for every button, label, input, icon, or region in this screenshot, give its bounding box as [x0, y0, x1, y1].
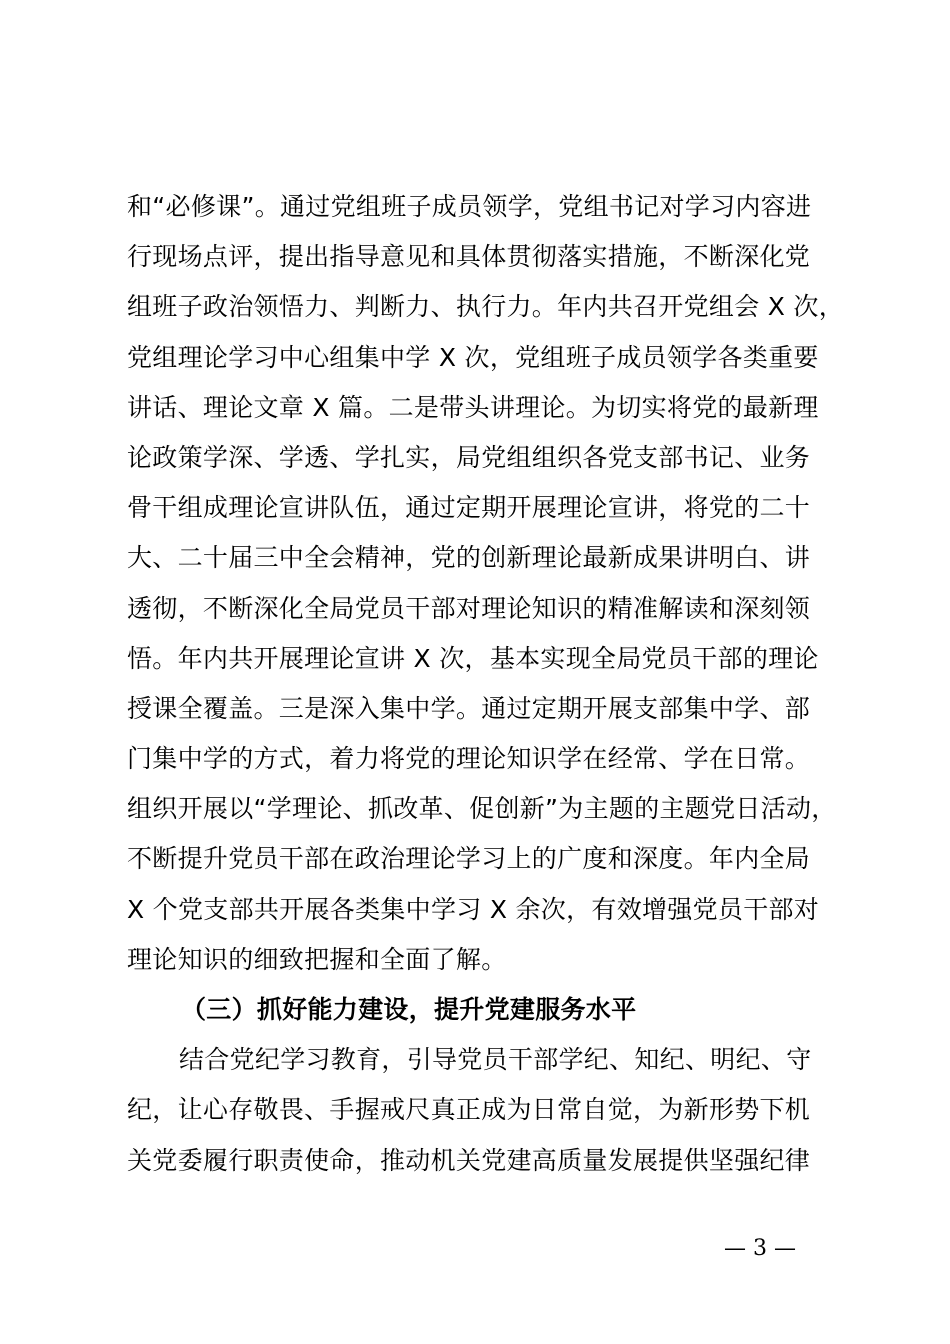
text-line: 授课全覆盖。三是深入集中学。通过定期开展支部集中学、部 — [127, 693, 811, 723]
body-text — [127, 182, 867, 1186]
section-text-line: 关党委履行职责使命，推动机关党建高质量发展提供坚强纪律 — [127, 1145, 811, 1175]
text-line: 大、二十届三中全会精神，党的创新理论最新成果讲明白、讲 — [127, 543, 811, 573]
text-line: 悟。年内共开展理论宣讲 X 次，基本实现全局党员干部的理论 — [127, 643, 819, 673]
text-line: 透彻，不断深化全局党员干部对理论知识的精准解读和深刻领 — [127, 593, 811, 623]
text-line: 理论知识的细致把握和全面了解。 — [127, 944, 507, 974]
text-line: 门集中学的方式，着力将党的理论知识学在经常、学在日常。 — [127, 744, 811, 774]
text-line: 论政策学深、学透、学扎实，局党组组织各党支部书记、业务 — [127, 442, 811, 472]
text-line: 党组理论学习中心组集中学 X 次，党组班子成员领学各类重要 — [127, 342, 819, 372]
text-line: 行现场点评，提出指导意见和具体贯彻落实措施，不断深化党 — [127, 242, 811, 272]
text-line: 不断提升党员干部在政治理论学习上的广度和深度。年内全局 — [127, 844, 811, 874]
text-line: 组织开展以“学理论、抓改革、促创新”为主题的主题党日活动， — [127, 794, 837, 824]
text-line: 讲话、理论文章 X 篇。二是带头讲理论。为切实将党的最新理 — [127, 392, 819, 422]
text-line: 骨干组成理论宣讲队伍，通过定期开展理论宣讲，将党的二十 — [127, 493, 811, 523]
section-heading: （三）抓好能力建设，提升党建服务水平 — [181, 995, 637, 1024]
section-text-line: 结合党纪学习教育，引导党员干部学纪、知纪、明纪、守 — [179, 1045, 812, 1075]
text-line: X 个党支部共开展各类集中学习 X 余次，有效增强党员干部对 — [127, 894, 820, 924]
text-line: 组班子政治领悟力、判断力、执行力。年内共召开党组会 X 次， — [127, 292, 845, 322]
section-text-line: 纪，让心存敬畏、手握戒尺真正成为日常自觉，为新形势下机 — [127, 1095, 811, 1125]
page-number: — 3 — — [724, 1236, 796, 1261]
text-line: 和“必修课”。通过党组班子成员领学，党组书记对学习内容进 — [127, 192, 812, 221]
